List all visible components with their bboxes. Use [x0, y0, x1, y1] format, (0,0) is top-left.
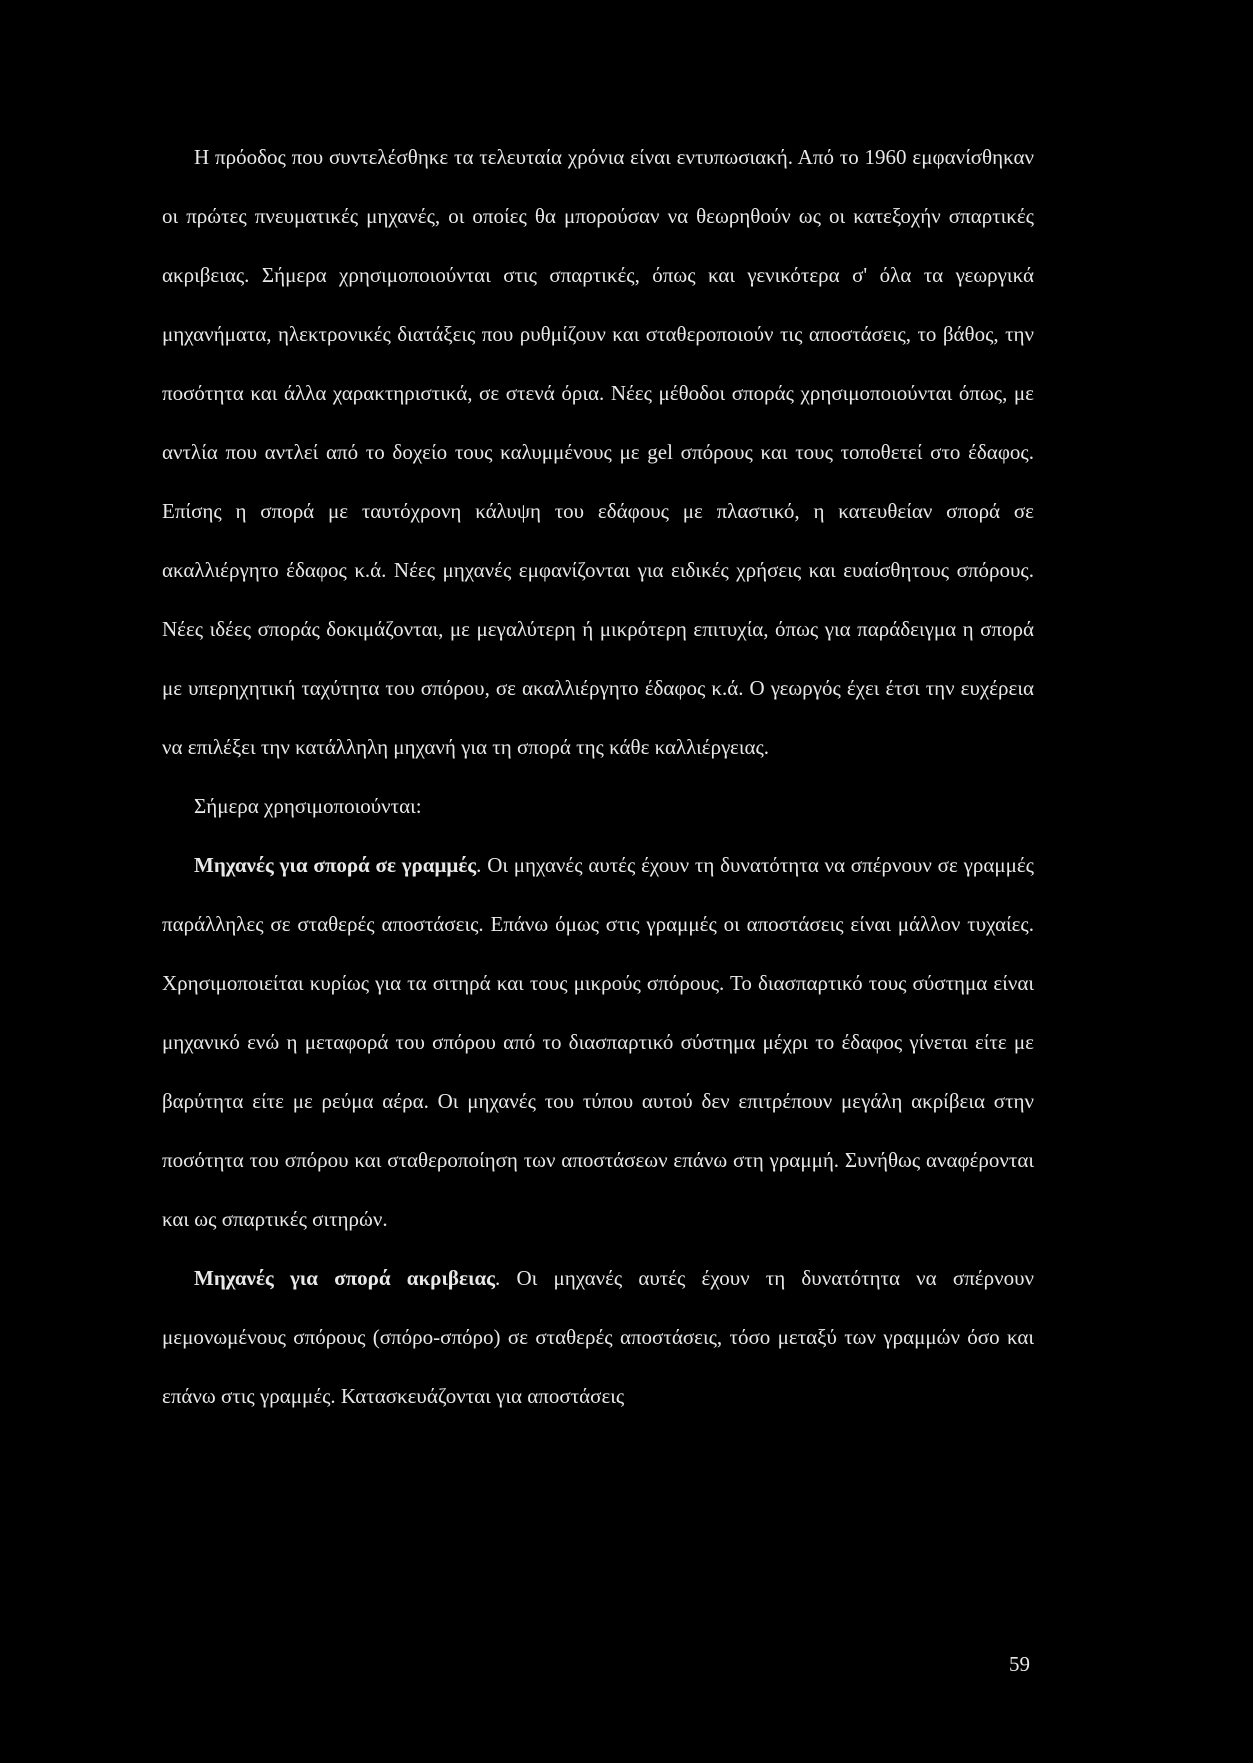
- body-text: [162, 128, 1034, 1426]
- paragraph-row-seeders: [162, 836, 1034, 1249]
- paragraph-progress: Η πρόοδος που συντελέσθηκε τα τελευταία χρόνια είναι εντυπωσιακή. Από το 1960 εμφανίσθηκαν οι πρώτες πνευματικές μηχανές, οι οποίες θα μπορούσαν να θεωρηθούν ως οι κατεξοχήν σπαρτικές ακριβειας. Σήμερα χρησιμοποιούνται στις σπαρτικές, όπως και γενικότερα σ' όλα τα γεωργικά μηχανήματα, ηλεκτρονικές διατάξεις που ρυθμίζουν και σταθεροποιούν τις αποστάσεις, το βάθος, την ποσότητα και άλλα χαρακτηριστικά, σε στενά όρια. Νέες μέθοδοι σποράς χρησιμοποιούνται όπως, με αντλία που αντλεί από το δοχείο τους καλυμμένους με gel σπόρους και τους τοποθετεί στο έδαφος. Επίσης η σπορά με ταυτόχρονη κάλυψη του εδάφους με πλαστικό, η κατευθείαν σπορά σε ακαλλιέργητο έδαφος κ.ά. Νέες μηχανές εμφανίζονται για ειδικές χρήσεις και ευαίσθητους σπόρους. Νέες ιδέες σποράς δοκιμάζονται, με μεγαλύτερη ή μικρότερη επιτυχία, όπως για παράδειγμα η σπορά με υπερηχητική ταχύτητα του σπόρου, σε ακαλλιέργητο έδαφος κ.ά. Ο γεωργός έχει έτσι την ευχέρεια να επιλέξει την κατάλληλη μηχανή για τη σπορά της κάθε καλλιέργειας.: [162, 145, 1034, 759]
- paragraph-precision-seeders-text: . Οι μηχανές αυτές έχουν τη δυνατότητα να σπέρνουν μεμονωμένους σπόρους (σπόρο-σπόρο) σε σταθερές αποστάσεις, τόσο μεταξύ των γραμμών όσο και επάνω στις γραμμές. Κατασκευάζονται για αποστάσεις: [162, 1266, 1034, 1408]
- term-row-seeders: Μηχανές για σπορά σε γραμμές: [194, 853, 477, 877]
- paragraph-precision-seeders: [162, 1249, 1034, 1426]
- term-precision-seeders: Μηχανές για σπορά ακριβειας: [194, 1266, 496, 1290]
- paragraph-row-seeders-text: . Οι μηχανές αυτές έχουν τη δυνατότητα να σπέρνουν σε γραμμές παράλληλες σε σταθερές αποστάσεις. Επάνω όμως στις γραμμές οι αποστάσεις είναι μάλλον τυχαίες. Χρησιμοποιείται κυρίως για τα σιτηρά και τους μικρούς σπόρους. Το διασπαρτικό τους σύστημα είναι μηχανικό ενώ η μεταφορά του σπόρου από το διασπαρτικό σύστημα μέχρι το έδαφος γίνεται είτε με βαρύτητα είτε με ρεύμα αέρα. Οι μηχανές του τύπου αυτού δεν επιτρέπουν μεγάλη ακρίβεια στην ποσότητα του σπόρου και σταθεροποίηση των αποστάσεων επάνω στη γραμμή. Συνήθως αναφέρονται και ως σπαρτικές σιτηρών.: [162, 853, 1034, 1231]
- paragraph-today-used: Σήμερα χρησιμοποιούνται:: [194, 794, 422, 818]
- page-number: 59: [1009, 1652, 1030, 1676]
